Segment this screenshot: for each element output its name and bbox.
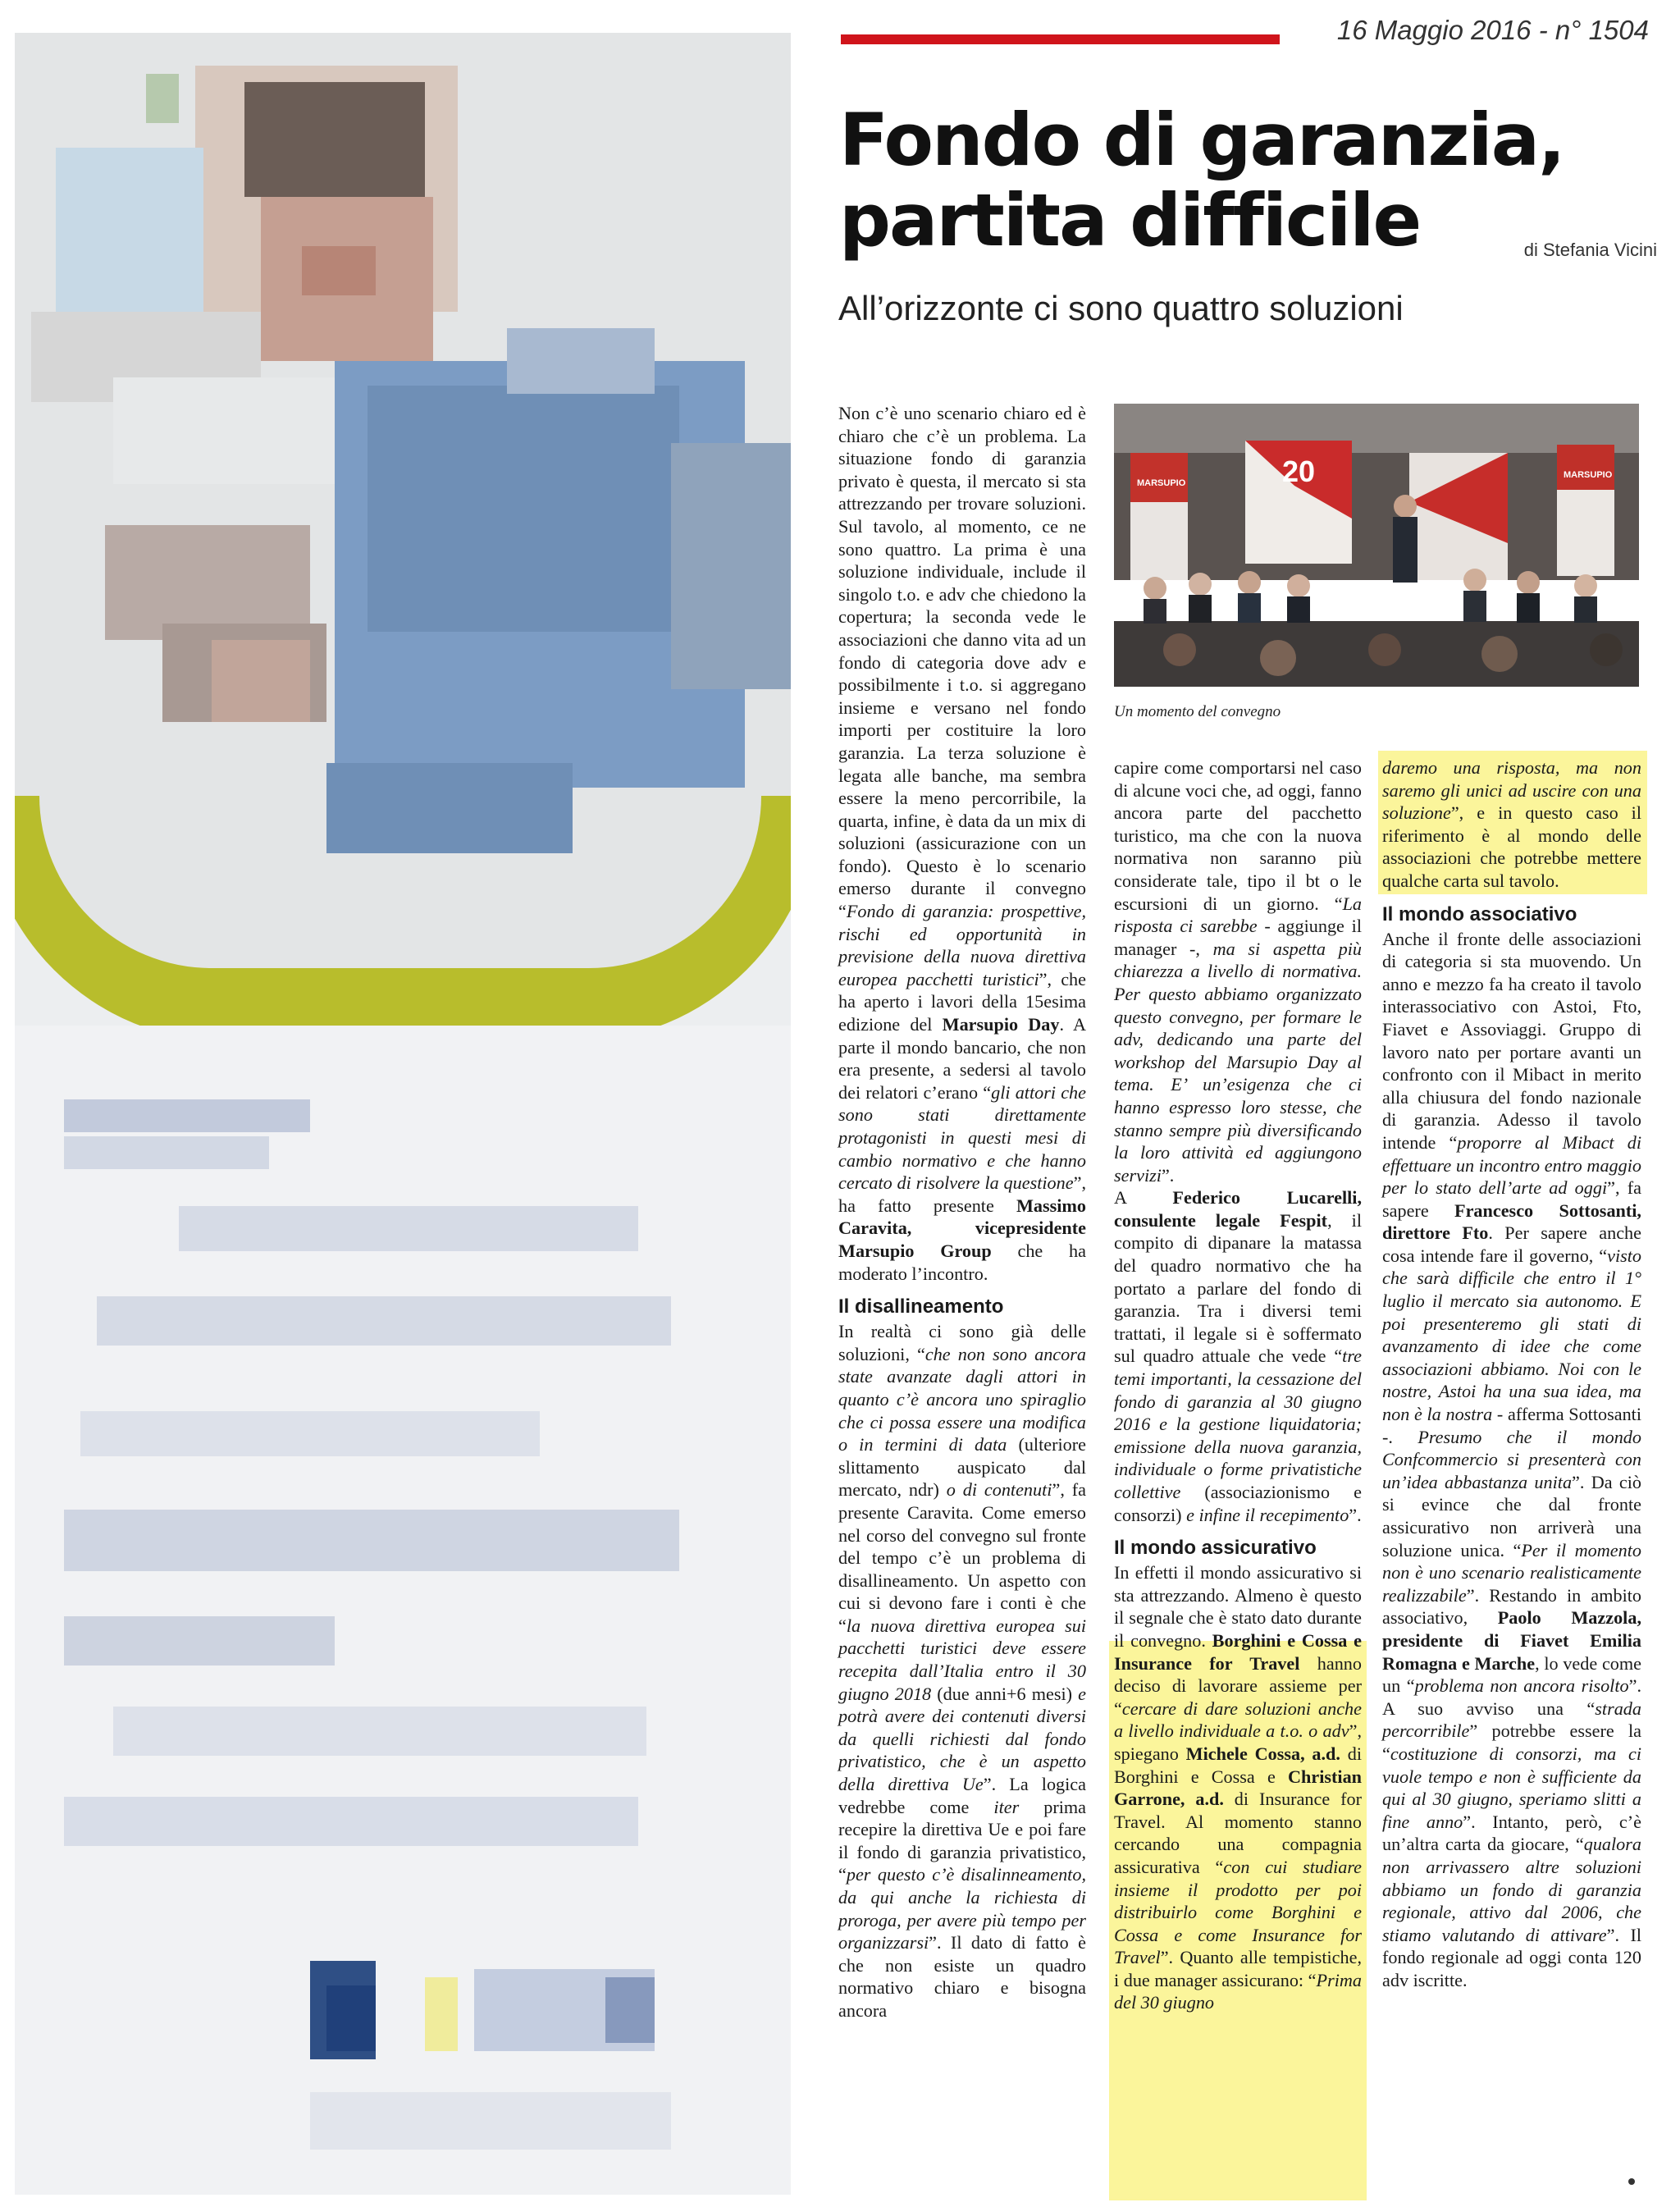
- text-run: Marsupio Day: [942, 1014, 1060, 1035]
- photo-caption: Un momento del convegno: [1114, 703, 1281, 720]
- text-run: per questo c’è disalinneamento, da qui anche la richiesta di proroga, per avere più tempo per organizzarsi: [838, 1864, 1086, 1953]
- article-title-line2: partita difficile: [839, 178, 1421, 263]
- conference-photo: [1114, 404, 1639, 687]
- text-run: daremo una risposta, ma non saremo gli unici ad uscire con una soluzione: [1382, 757, 1641, 824]
- paragraph: [1114, 756, 1362, 1186]
- photo-banner-left: MARSUPIO: [1137, 478, 1186, 488]
- text-run: ”, che ha aperto i lavori della 15esima edizione del: [838, 968, 1087, 1035]
- text-run: che ha moderato l’incontro.: [838, 1240, 1087, 1284]
- text-run: ”.: [1161, 1164, 1175, 1186]
- text-run: ”. Da ciò si evince che dal fronte assicurativo non arriverà una soluzione unica. “: [1382, 1471, 1641, 1560]
- text-run: Non c’è uno scenario chiaro ed è chiaro che c’è un problema. La situazione fondo di garanzia privato è questa, il mercato si sta attrezzando per trovare soluzioni. Sul tavolo, al momento, ce ne sono quattro. La prima è una soluzione individuale, include il singolo t.o. e adv che chiedono la copertura; la seconda vede le associazioni che danno vita ad un fondo di categoria dove adv e possibilmente i t.o. si aggregano insieme e versano nel fondo importi per costituire la loro garanzia. La terza soluzione è legata alle banche, ma sembra essere la meno percorribile, la quarta, infine, è data da un mix di soluzioni (assicurazione con un fondo). Questo è lo scenario emerso durante il convegno “: [838, 403, 1086, 922]
- section-heading-assicurativo: Il mondo assicurativo: [1114, 1537, 1317, 1560]
- text-run: ”. La logica vedrebbe come: [838, 1774, 1086, 1817]
- text-run: Anche il fronte delle associazioni di categoria si sta muovendo. Un anno e mezzo fa ha creato il tavolo interassociativo con Astoi, Fto, Fiavet e Assoviaggi. Gruppo di lavoro nato per portare avanti un confronto con il Mibact in merito alla chiusura del fondo nazionale di garanzia. Adesso il tavolo intende “: [1382, 928, 1641, 1153]
- paragraph: [1382, 928, 1641, 1992]
- text-run: o di contenuti: [946, 1479, 1052, 1501]
- text-run: visto che sarà difficile che entro il 1° luglio il mercato sia autonomo. E poi presenteremo gli stati di avanzamento di idee che come associazioni abbiamo. Noi con le nostre, Astoi ha una sua idea, ma non è la nostra: [1382, 1245, 1641, 1425]
- paragraph: [1382, 756, 1641, 893]
- text-run: In realtà ci sono già delle soluzioni, “: [838, 1321, 1086, 1364]
- text-run: hanno deciso di lavorare assieme per “: [1114, 1652, 1362, 1719]
- text-run: Massimo Caravita, vicepresidente Marsupio Group: [838, 1195, 1086, 1261]
- text-run: costituzione di consorzi, ma ci vuole tempo e non è sufficiente da qui al 30 giugno, speriamo slitti a fine anno: [1382, 1743, 1641, 1832]
- section-heading-associativo: Il mondo associativo: [1382, 902, 1577, 925]
- text-run: di Borghini e Cossa e: [1114, 1743, 1362, 1787]
- photo-badge: 20: [1282, 455, 1316, 488]
- issue-date: 16 Maggio 2016 - n° 1504: [1336, 15, 1649, 45]
- article-title-line1: Fondo di garanzia,: [839, 98, 1564, 182]
- text-run: con cui studiare insieme il prodotto per poi distribuirlo come Borghini e Cossa e come Insurance for Travel: [1114, 1856, 1363, 1968]
- text-run: ”. A suo avviso una “: [1382, 1675, 1642, 1719]
- text-run: Borghini e Cossa e Insurance for Travel: [1114, 1629, 1362, 1674]
- text-run: ”. Quanto alle tempistiche, i due manager assicurano: “: [1114, 1947, 1362, 1990]
- text-run: ”, spiegano: [1114, 1720, 1362, 1764]
- text-run: strada percorribile: [1382, 1698, 1641, 1742]
- text-run: proporre al Mibact di effettuare un incontro entro maggio per lo stato dell’arte ad oggi: [1382, 1131, 1641, 1199]
- photo-banner-right: MARSUPIO: [1564, 470, 1613, 480]
- text-run: Paolo Mazzola, presidente di Fiavet Emilia Romagna e Marche: [1382, 1607, 1641, 1674]
- text-run: Michele Cossa, a.d.: [1185, 1743, 1340, 1764]
- text-run: problema non ancora risolto: [1414, 1675, 1629, 1697]
- text-run: A: [1114, 1187, 1173, 1209]
- text-run: Prima del 30 giugno: [1114, 1969, 1362, 2013]
- text-run: iter: [993, 1796, 1020, 1817]
- text-run: ”. Intanto, però, c’è un’altra carta da giocare, “: [1382, 1811, 1641, 1855]
- text-run: ”. Il fondo regionale ad oggi conta 120 adv iscritte.: [1382, 1924, 1641, 1990]
- text-run: ” potrebbe essere la “: [1382, 1720, 1641, 1764]
- text-run: di Insurance for Travel. Al momento stanno cercando una compagnia assicurativa “: [1114, 1789, 1362, 1877]
- text-run: ”.: [1349, 1504, 1362, 1525]
- text-run: prima recepire la direttiva Ue e poi fare il fondo di garanzia privatistico, “: [838, 1796, 1086, 1885]
- text-run: Christian Garrone, a.d.: [1114, 1766, 1362, 1810]
- text-run: Federico Lucarelli, consulente legale Fespit: [1114, 1187, 1362, 1231]
- text-run: ”, ha fatto presente: [838, 1172, 1086, 1216]
- pixelated-advertisement: [15, 33, 791, 2195]
- text-run: - afferma Sottosanti -.: [1382, 1404, 1642, 1447]
- text-run: , lo vede come un “: [1382, 1652, 1641, 1697]
- text-run: e infine il recepimento: [1186, 1504, 1349, 1525]
- text-run: ”, fa presente Caravita. Come emerso nel corso del convegno sul fronte del tempo c’è un problema di disallineamento. Un aspetto con cui si devono fare i conti è che “: [838, 1479, 1086, 1636]
- byline: di Stefania Vicini: [1523, 240, 1657, 260]
- text-run: Francesco Sottosanti, direttore Fto: [1382, 1199, 1641, 1244]
- text-run: In effetti il mondo assicurativo si sta attrezzando. Almeno è questo il segnale che è stato dato durante il convegno.: [1114, 1562, 1362, 1651]
- text-run: Presumo che il mondo Confcommercio si presenterà con un’idea abbastanza unita: [1382, 1426, 1641, 1492]
- text-run: ”. Il dato di fatto è che non esiste un quadro normativo chiaro e bisogna ancora: [838, 1932, 1086, 2021]
- paragraph: [838, 402, 1086, 1285]
- text-run: ”. Restando in ambito associativo,: [1382, 1584, 1641, 1629]
- paragraph: [1114, 1561, 1362, 2014]
- text-run: ”, e in questo caso il riferimento è al mondo delle associazioni che potrebbe mettere qualche carta sul tavolo.: [1382, 802, 1641, 891]
- text-run: la nuova direttiva europea sui pacchetti turistici deve essere recepita dall’Italia entro il 30 giugno 2018: [838, 1615, 1086, 1704]
- text-run: e potrà avere dei contenuti diversi da quelli richiesti dal fondo privatistico, che è un aspetto della direttiva Ue: [838, 1683, 1086, 1795]
- section-heading-disallineamento: Il disallineamento: [838, 1295, 1004, 1318]
- text-run: ”, fa sapere: [1382, 1177, 1641, 1221]
- article-column-3: [1382, 756, 1641, 1991]
- text-run: Fondo di garanzia: prospettive, rischi ed opportunità in previsione della nuova direttiva europea pacchetti turistici: [838, 901, 1086, 989]
- text-run: , il compito di dipanare la matassa del quadro normativo che ha portato a parlare del fondo di garanzia. Tra i diversi temi trattati, il legale si è soffermato sul quadro attuale che vede “: [1114, 1209, 1362, 1367]
- conference-photo-illustration: [1114, 404, 1639, 687]
- text-run: (associazionismo e consorzi): [1114, 1482, 1362, 1525]
- text-run: (due anni+6 mesi): [931, 1683, 1079, 1704]
- text-run: . A parte il mondo bancario, che non era presente, a sedersi al tavolo dei relatori c’erano “: [838, 1014, 1086, 1103]
- article-subtitle: All’orizzonte ci sono quattro soluzioni: [838, 289, 1404, 327]
- text-run: Per il momento non è uno scenario realisticamente realizzabile: [1382, 1539, 1641, 1606]
- header-accent-bar: [841, 34, 1280, 44]
- text-run: capire come comportarsi nel caso di alcune voci che, ad oggi, fanno ancora parte del pacchetto turistico, ma che con la nuova normativa non saranno più considerate tale, tipo il bt o le escursioni di un giorno. “: [1114, 757, 1362, 914]
- text-run: ma si aspetta più chiarezza a livello di normativa. Per questo abbiamo organizzato questo convegno, per formare le adv, dedicando una parte del workshop del Marsupio Day al tema. E’ un’esigenza che ci hanno espresso loro stesse, che stanno sempre più diversificando la loro attività ed aggiungono servizi: [1114, 938, 1362, 1186]
- article-title: [839, 100, 1659, 261]
- article-column-1: [838, 402, 1086, 2022]
- text-run: cercare di dare soluzioni anche a livello individuale a t.o. o adv: [1114, 1698, 1362, 1742]
- text-run: che non sono ancora state avanzate dagli attori in quanto c’è ancora uno spiraglio che ci possa essere una modifica o in termini di data: [838, 1343, 1086, 1455]
- text-run: - aggiunge il manager -,: [1114, 916, 1363, 959]
- text-run: gli attori che sono stati direttamente protagonisti in questi mesi di cambio normativo e che hanno cercato di risolvere la questione: [838, 1081, 1086, 1194]
- text-run: tre temi importanti, la cessazione del fondo di garanzia al 30 giugno 2016 e la gestione liquidatoria; emissione della nuova garanzia, individuale o forme privatistiche collettive: [1114, 1346, 1362, 1502]
- article-column-2: [1114, 756, 1362, 2014]
- text-run: (ulteriore slittamento auspicato dal mercato, ndr): [838, 1434, 1086, 1501]
- text-run: . Per sapere anche cosa intende fare il governo, “: [1382, 1222, 1642, 1266]
- end-of-article-dot: [1628, 2178, 1635, 2185]
- text-run: qualora non arrivassero altre soluzioni abbiamo un fondo di garanzia regionale, attivo dal 2006, che stiamo valutando di attivare: [1382, 1834, 1641, 1945]
- text-run: La risposta ci sarebbe: [1114, 893, 1362, 937]
- paragraph: [1114, 1186, 1362, 1526]
- paragraph: [838, 1320, 1086, 2022]
